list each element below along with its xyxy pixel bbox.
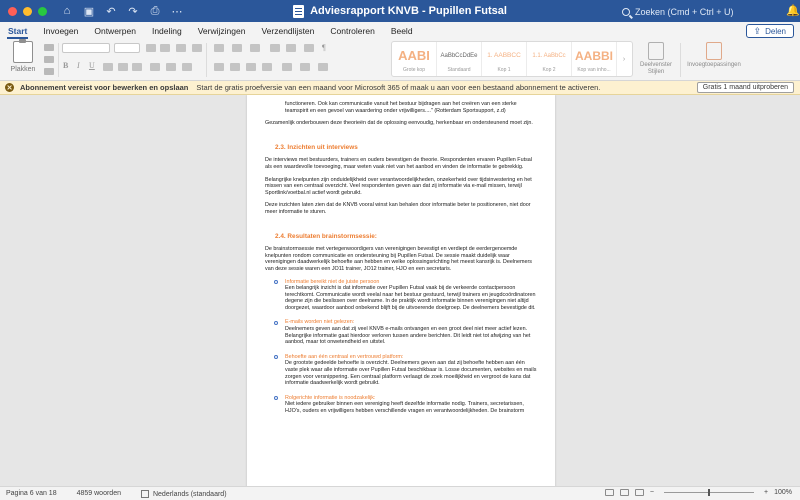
word-document-icon (293, 5, 304, 18)
style-sample: AABI (398, 48, 430, 63)
style-standaard[interactable] (437, 42, 482, 76)
italic-icon[interactable]: I (77, 61, 80, 70)
style-sample: 1. AABBCC (487, 52, 521, 59)
search-box[interactable] (622, 4, 772, 19)
strikethrough-icon[interactable] (103, 63, 113, 71)
multilevel-list-icon[interactable] (250, 44, 260, 52)
align-left-icon[interactable] (214, 63, 224, 71)
list-item (265, 319, 537, 345)
tab-verwijzingen[interactable]: Verwijzingen (197, 25, 246, 36)
subscription-notice (0, 81, 800, 95)
home-icon[interactable]: ⌂ (63, 4, 71, 17)
addins-icon (706, 42, 722, 60)
tab-controleren[interactable]: Controleren (330, 25, 375, 36)
print-layout-icon[interactable] (620, 489, 629, 496)
font-name-dropdown[interactable] (62, 43, 110, 53)
ribbon-tabs (0, 22, 800, 39)
tab-invoegen[interactable]: Invoegen (43, 25, 79, 36)
paste-button[interactable] (6, 41, 40, 73)
undo-icon[interactable]: ↶ (106, 5, 116, 18)
shading-icon[interactable] (300, 63, 310, 71)
language-label: Nederlands (standaard) (152, 490, 227, 498)
notice-text: Start de gratis proefversie van een maand voor Microsoft 365 of maak u aan voor een bestaand abonnement te activeren. (196, 83, 601, 92)
heading-2-4: 2.4. Resultaten brainstormsessie: (275, 232, 377, 240)
copy-icon[interactable] (44, 56, 54, 63)
styles-gallery (391, 41, 633, 77)
borders-icon[interactable] (318, 63, 328, 71)
document-page[interactable] (247, 95, 555, 486)
style-sample: 1.1. AaBbCc (532, 52, 566, 59)
zoom-in-icon[interactable]: + (764, 489, 769, 496)
superscript-icon[interactable] (132, 63, 142, 71)
zoom-slider-thumb[interactable] (708, 489, 710, 496)
status-bar (0, 486, 800, 500)
print-icon[interactable]: ⎙ (150, 4, 160, 17)
heading-2-3: 2.3. Inzichten uit interviews (275, 143, 358, 151)
list-item (265, 279, 537, 312)
styles-pane-icon (648, 42, 664, 60)
change-case-icon[interactable] (176, 44, 186, 52)
addins-label: Invoegtoepassingen (687, 62, 741, 68)
ribbon-divider (58, 43, 59, 77)
bold-icon[interactable]: B (63, 61, 69, 70)
list-item-text: Deelnemers geven aan dat zij veel KNVB e-mails ontvangen en een groot deel niet meer actief lezen. Belangrijke informatie gaat hierdoor verloren tussen andere berichten. Dit leidt niet tot afwijzing van het aanbod, maar tot onwetendheid en uitstel. (285, 326, 531, 346)
share-label: Delen (765, 26, 786, 36)
styles-pane-button[interactable] (638, 42, 674, 76)
zoom-out-icon[interactable]: − (649, 489, 654, 496)
word-count[interactable]: 4859 woorden (76, 490, 121, 497)
clipboard-icon (13, 41, 33, 63)
bullet-circle-icon (274, 396, 278, 400)
notification-bell-icon[interactable]: 🔔 (786, 5, 800, 17)
proofing-icon (141, 490, 149, 498)
underline-icon[interactable]: U (89, 61, 95, 70)
body-paragraph: Gezamenlijk onderbouwen deze theorieën dat de oplossing eenvoudig, herkenbaar en ondersteunend moet zijn. (265, 120, 533, 127)
addins-button[interactable] (684, 42, 744, 69)
style-sample: AaBbCcDdEe (440, 52, 478, 59)
cut-icon[interactable] (44, 44, 54, 51)
minimize-window-button[interactable] (23, 7, 32, 16)
style-name: Kop van inho... (577, 66, 611, 73)
document-title-text: Adviesrapport KNVB - Pupillen Futsal (310, 5, 507, 17)
font-size-dropdown[interactable] (114, 43, 140, 53)
style-kop-1[interactable] (482, 42, 527, 76)
numbering-icon[interactable] (232, 44, 242, 52)
body-paragraph: De brainstormsessie met vertegenwoordigers van verenigingen bevestigt en verdiept de eerdergenoemde knelpunten rondom communicatie en ondersteuning bij Pupillen Futsal. De sessie maakt duidelijk waar verenigingen daadwerkelijk behoefte aan hebben en welke oplossingsrichting het meest kansrijk is. Deelnemers van deze sessie waren een JO11 trainer, JO12 trainer, HJO en een secretaris. (265, 246, 532, 272)
shrink-font-icon[interactable] (160, 44, 170, 52)
list-item-text: Een belangrijk inzicht is dat informatie over Pupillen Futsal vaak bij de verkeerde contactpersoon terechtkomt. Communicatie wordt veelal naar het bestuur gestuurd, terwijl trainers en jeugdcoördinatoren degene zijn die beslissen over deelname. In de praktijk wordt informatie binnen verenigingen niet altijd doorgezet, waardoor aanbod onbekend blijft bij de uitvoerende doelgroep. De deelnemers bevestigde dit. (285, 285, 536, 311)
body-paragraph: Belangrijke knelpunten zijn onduidelijkheid over verantwoordelijkheden, onzekerheid over tijdsinvestering en het missen van een centraal overzicht. Veel respondenten geven aan dat zij informatie via e-mail missen, terwijl Sportlink/voetbal.nl actief wordt gebruikt. (265, 176, 532, 196)
justify-icon[interactable] (262, 63, 272, 71)
title-bar (0, 0, 800, 22)
save-icon[interactable]: ▣ (83, 5, 95, 18)
styles-pane-label: Deelvenster Stijlen (639, 62, 672, 75)
bullets-icon[interactable] (214, 44, 224, 52)
bullet-circle-icon (274, 321, 278, 325)
redo-icon[interactable]: ↷ (128, 5, 138, 18)
align-right-icon[interactable] (246, 63, 256, 71)
list-item (265, 395, 537, 415)
grow-font-icon[interactable] (146, 44, 156, 52)
quick-access-toolbar (61, 5, 183, 18)
body-paragraph: De interviews met bestuurders, trainers en ouders bevestigen de theorie. Respondenten ervaren Pupillen Futsal als een waardevolle toevoeging, maar weten vaak niet van het aanbod en vinden de informatie te gebrekkig. (265, 157, 532, 170)
font-color-icon[interactable] (182, 63, 192, 71)
subscript-icon[interactable] (118, 63, 128, 71)
style-name: Grote kop (403, 66, 425, 73)
text-effects-icon[interactable] (150, 63, 160, 71)
increase-indent-icon[interactable] (286, 44, 296, 52)
list-item-heading: E-mails worden niet gelezen: (285, 319, 355, 326)
tab-verzendlijsten[interactable]: Verzendlijsten (261, 25, 315, 36)
focus-mode-icon[interactable] (605, 489, 614, 496)
sort-icon[interactable] (304, 44, 314, 52)
list-item (265, 354, 537, 387)
zoom-slider[interactable] (664, 492, 754, 493)
styles-more-chevron-icon[interactable]: › (622, 55, 626, 63)
tab-ontwerpen[interactable]: Ontwerpen (94, 25, 136, 36)
ribbon-start (0, 39, 800, 81)
page-count[interactable]: Pagina 6 van 18 (6, 490, 57, 497)
bullet-circle-icon (274, 280, 278, 284)
zoom-level[interactable]: 100% (774, 489, 792, 496)
tab-beeld[interactable]: Beeld (390, 25, 413, 36)
window-controls (8, 7, 47, 16)
list-item-text: De grootste gedeelde behoefte is overzicht. Deelnemers geven aan dat zij behoefte hebben aan één vaste plek waar alle informatie over Pupillen Futsal beschikbaar is. Losse documenten, websites en mails zorgen voor versnippering. Een centraal platform verlaagt de zoek moeilijkheid en vergroot de kans dat informatie daadwerkelijk wordt gebruikt. (285, 360, 537, 387)
warning-icon: ✕ (6, 84, 13, 92)
paste-label: Plakken (10, 66, 36, 73)
align-center-icon[interactable] (230, 63, 240, 71)
style-name: Kop 2 (542, 66, 556, 73)
list-item-heading: Rolgerichte informatie is noodzakelijk: (285, 394, 376, 401)
zoom-controls (605, 489, 792, 496)
start-trial-button[interactable]: Gratis 1 maand uitproberen (697, 82, 794, 93)
paragraph-marks-icon[interactable]: ¶ (322, 43, 326, 52)
style-kop-van-inhoud[interactable] (572, 42, 617, 76)
document-canvas[interactable] (0, 95, 800, 486)
style-name: Standaard (447, 66, 471, 73)
close-window-button[interactable] (8, 7, 17, 16)
ribbon-divider (206, 43, 207, 77)
highlight-color-icon[interactable] (166, 63, 176, 71)
language-indicator[interactable] (141, 490, 227, 498)
list-item-text: Niet iedere gebruiker binnen een vereniging heeft dezelfde informatie nodig. Trainers, secretarissen, HJO's, ouders en vrijwilligers hebben verschillende vragen en verantwoordelijkheden. De brainstorm (285, 401, 525, 414)
list-item-heading: Behoefte aan één centraal en vertrouwd platform: (285, 353, 404, 360)
notice-title: Abonnement vereist voor bewerken en opslaan (20, 83, 189, 92)
share-button[interactable] (746, 24, 794, 38)
decrease-indent-icon[interactable] (270, 44, 280, 52)
line-spacing-icon[interactable] (282, 63, 292, 71)
more-icon[interactable]: ⋯ (171, 5, 183, 18)
style-sample: AABBI (575, 48, 613, 63)
web-layout-icon[interactable] (635, 489, 644, 496)
list-item-heading: Informatie bereikt niet de juiste persoon (285, 278, 380, 285)
tab-start[interactable]: Start (0, 22, 35, 39)
format-painter-icon[interactable] (44, 68, 54, 75)
share-icon: ⇪ (753, 25, 762, 36)
quote-paragraph: functioneren. Ook kan communicatie vanuit het bestuur bijdragen aan het creëren van een sterke teamspirit en een gevoel van waardering onder vrijwilligers...." (Rotterdam Sportsupport, z.d) (285, 101, 517, 114)
clear-formatting-icon[interactable] (192, 44, 202, 52)
zoom-window-button[interactable] (38, 7, 47, 16)
style-kop-2[interactable] (527, 42, 572, 76)
body-paragraph: Deze inzichten laten zien dat de KNVB vooral winst kan behalen door informatie beter te positioneren, niet door meer informatie te sturen. (265, 202, 531, 215)
ribbon-divider (680, 43, 681, 77)
style-grote-kop[interactable] (392, 42, 437, 76)
bullet-circle-icon (274, 355, 278, 359)
search-placeholder: Zoeken (Cmd + Ctrl + U) (635, 6, 734, 17)
search-icon (622, 8, 630, 16)
tab-indeling[interactable]: Indeling (151, 25, 182, 36)
style-name: Kop 1 (497, 66, 511, 73)
